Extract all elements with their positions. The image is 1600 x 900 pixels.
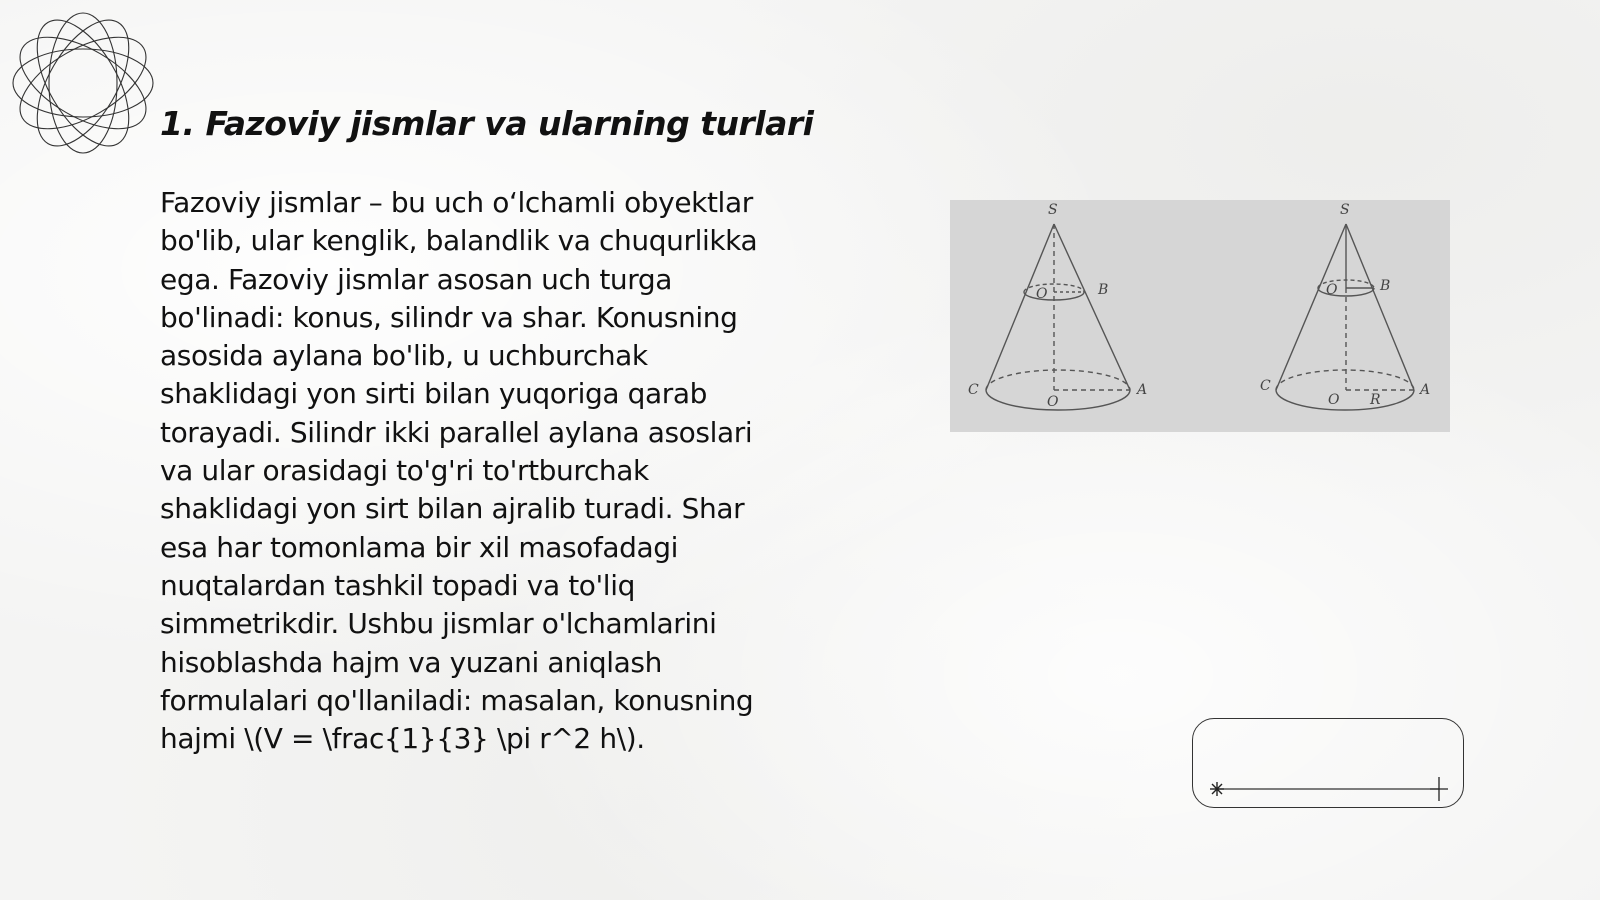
cone-diagram (950, 200, 1450, 432)
decorative-line (1193, 719, 1465, 809)
right-label-top-center: O (1326, 282, 1338, 298)
right-label-right: A (1420, 382, 1431, 398)
right-label-left: C (1260, 378, 1271, 394)
slide-title: 1. Fazoviy jismlar va ularning turlari (160, 104, 814, 143)
right-label-bottom-center: O (1328, 392, 1340, 408)
rosette-circles-icon (8, 8, 158, 158)
right-label-radius: R (1370, 392, 1381, 408)
slide-body-text: Fazoviy jismlar – bu uch o‘lchamli obyektlar bo'lib, ular kenglik, balandlik va chuqurlikka ega. Fazoviy jismlar asosan uch turga bo'linadi: konus, silindr va shar. Konusning asosida aylana bo'lib, u uchburchak shaklidagi yon sirti bilan yuqoriga qarab torayadi. Silindr ikki parallel aylana asoslari va ular orasidagi to'g'ri to'rtburchak shaklidagi yon sirt bilan ajralib turadi. Shar esa har tomonlama bir xil masofadagi nuqtalardan tashkil topadi va to'liq simmetrikdir. Ushbu jismlar o'lchamlarini hisoblashda hajm va yuzani aniqlash formulalari qo'llaniladi: masalan, konusning hajmi \(V = \frac{1}{3} \pi r^2 h\). (160, 186, 758, 756)
left-label-bottom-center: O (1047, 394, 1059, 410)
left-label-right: A (1137, 382, 1148, 398)
left-label-top-point: B (1098, 282, 1109, 298)
left-label-left: C (968, 382, 979, 398)
cross-star-icon (1430, 777, 1448, 801)
left-label-top-center: O (1036, 286, 1048, 302)
left-label-apex: S (1048, 202, 1058, 218)
decorative-pill (1192, 718, 1464, 808)
right-label-apex: S (1340, 202, 1350, 218)
sparkle-icon (1210, 782, 1224, 796)
right-label-top-point: B (1380, 278, 1391, 294)
cone-figure (950, 200, 1450, 432)
